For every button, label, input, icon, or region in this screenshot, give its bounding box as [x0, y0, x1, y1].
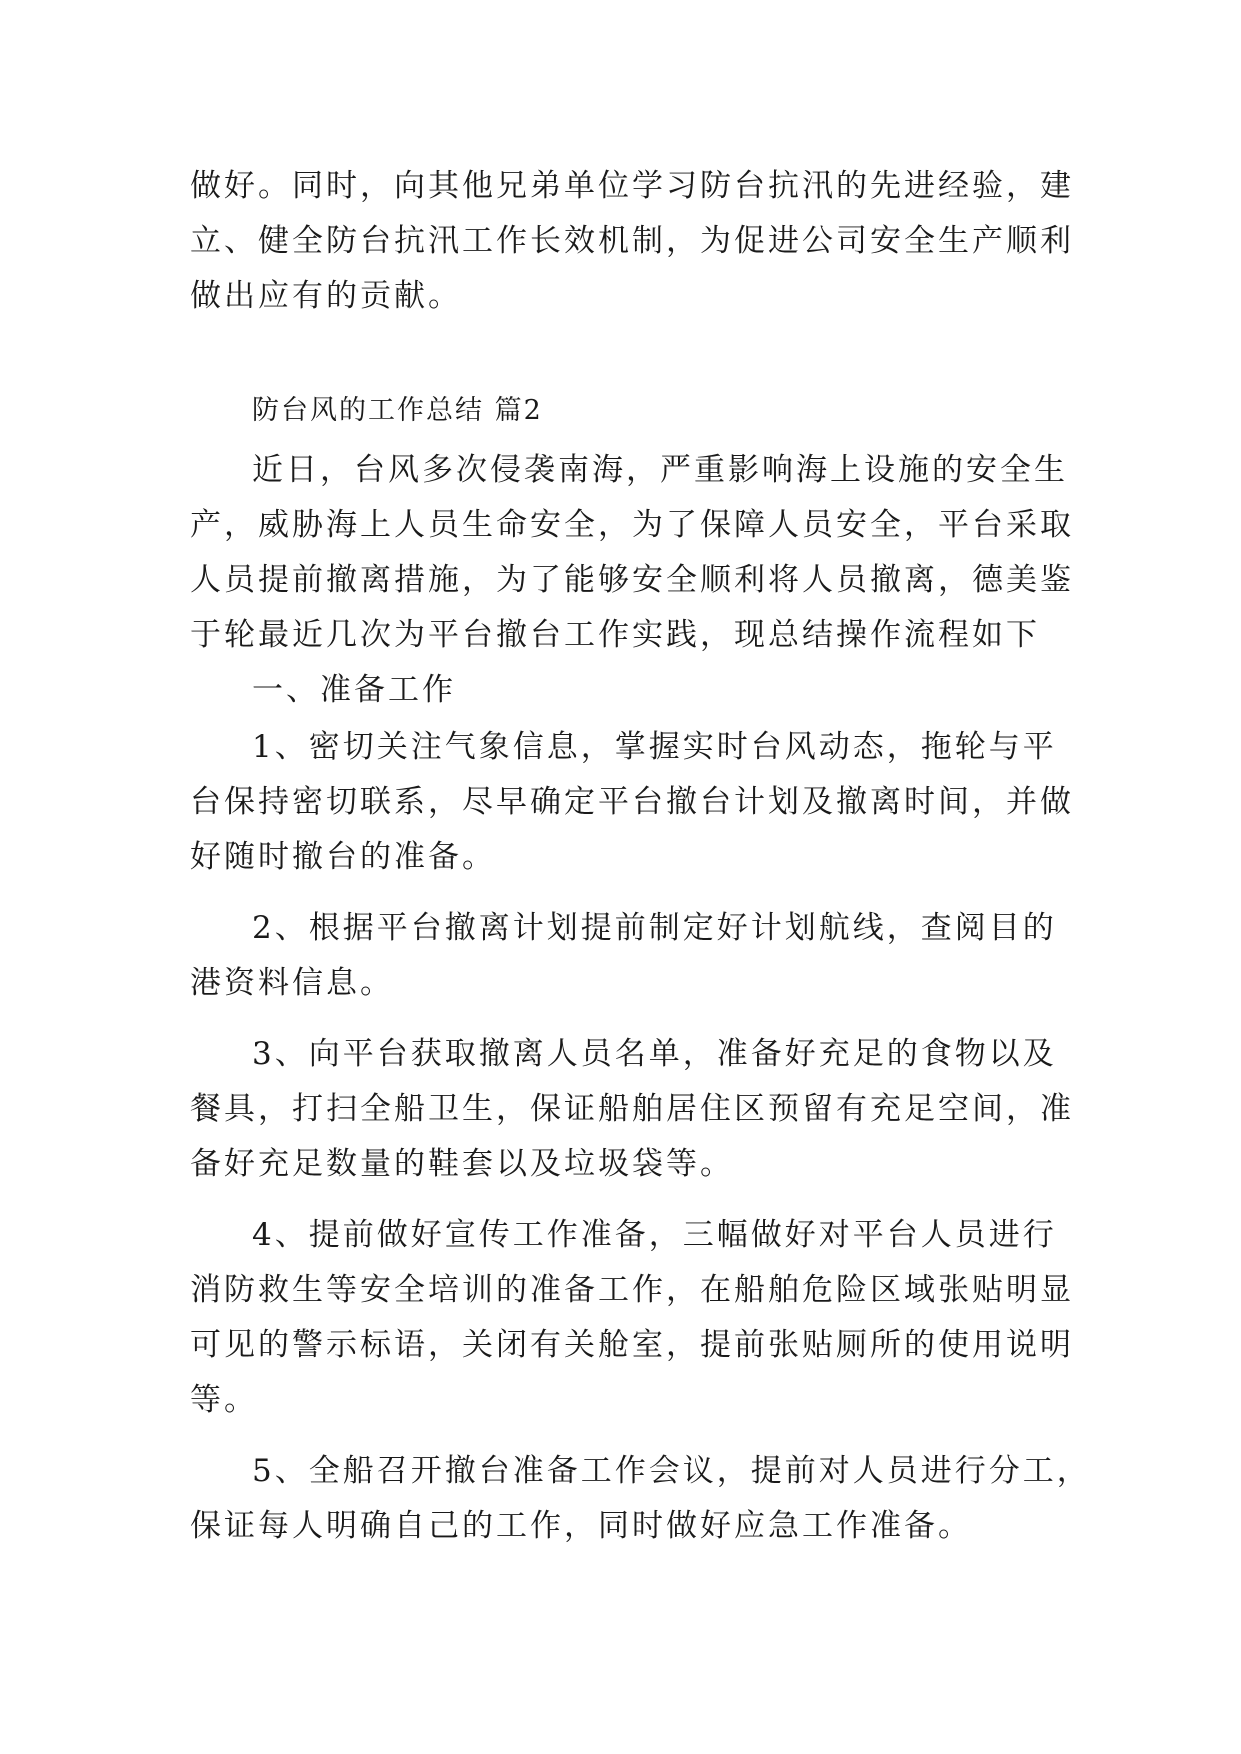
paragraph-line: 立、健全防台抗汛工作长效机制，为促进公司安全生产顺利 [190, 223, 1074, 259]
paragraph-line: 人员提前撤离措施，为了能够安全顺利将人员撤离，德美鉴 [190, 562, 1074, 598]
paragraph-line: 近日，台风多次侵袭南海，严重影响海上设施的安全生 [252, 452, 1068, 488]
list-item-line: 等。 [190, 1382, 258, 1418]
paragraph-line: 做出应有的贡献。 [190, 278, 462, 314]
list-item-line: 港资料信息。 [190, 965, 394, 1001]
list-item-line: 1、密切关注气象信息，掌握实时台风动态，拖轮与平 [252, 729, 1057, 765]
list-item-line: 可见的警示标语，关闭有关舱室，提前张贴厕所的使用说明 [190, 1327, 1074, 1363]
list-item-line: 备好充足数量的鞋套以及垃圾袋等。 [190, 1146, 734, 1182]
section-heading: 防台风的工作总结 篇2 [252, 395, 543, 426]
subheading: 一、准备工作 [252, 672, 456, 708]
list-item-line: 台保持密切联系，尽早确定平台撤台计划及撤离时间，并做 [190, 784, 1074, 820]
paragraph-line: 产，威胁海上人员生命安全，为了保障人员安全，平台采取 [190, 507, 1074, 543]
list-item-line: 3、向平台获取撤离人员名单，准备好充足的食物以及 [252, 1036, 1057, 1072]
list-item-line: 2、根据平台撤离计划提前制定好计划航线，查阅目的 [252, 910, 1057, 946]
list-item-line: 好随时撤台的准备。 [190, 839, 496, 875]
list-item-line: 消防救生等安全培训的准备工作，在船舶危险区域张贴明显 [190, 1272, 1074, 1308]
list-item-line: 餐具，打扫全船卫生，保证船舶居住区预留有充足空间，准 [190, 1091, 1074, 1127]
list-item-line: 5、全船召开撤台准备工作会议，提前对人员进行分工， [252, 1453, 1091, 1489]
paragraph-line: 于轮最近几次为平台撤台工作实践，现总结操作流程如下 [190, 617, 1040, 653]
list-item-line: 保证每人明确自己的工作，同时做好应急工作准备。 [190, 1508, 972, 1544]
list-item-line: 4、提前做好宣传工作准备，三幅做好对平台人员进行 [252, 1217, 1057, 1253]
paragraph-line: 做好。同时，向其他兄弟单位学习防台抗汛的先进经验，建 [190, 168, 1074, 204]
